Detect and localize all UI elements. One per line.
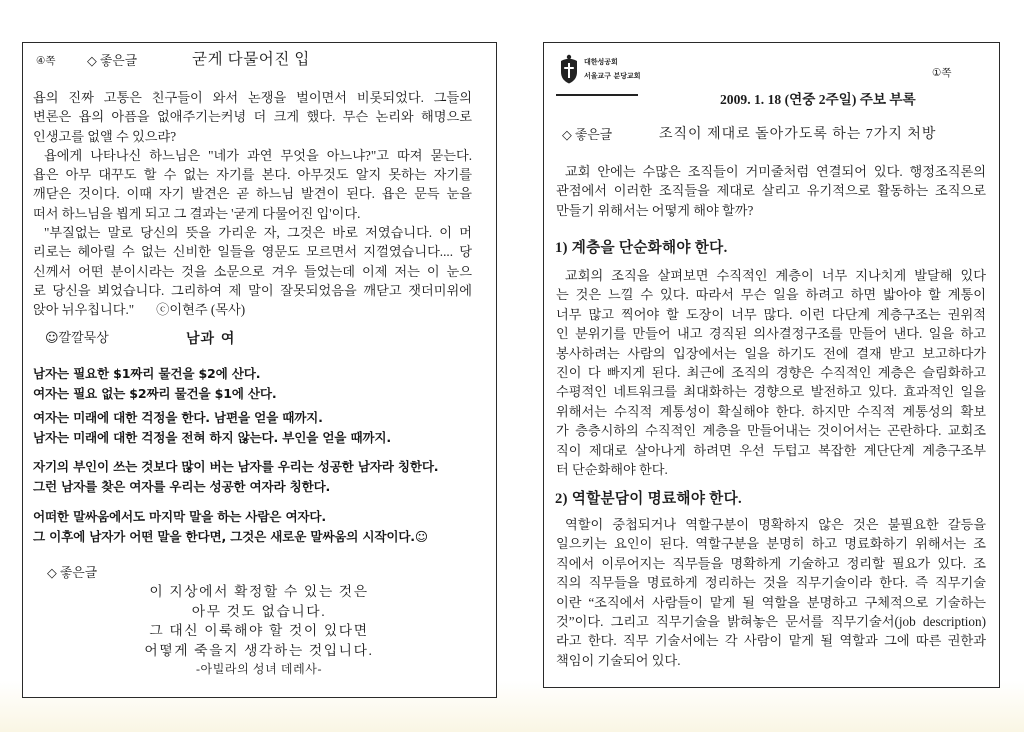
section-heading: 1) 계층을 단순화해야 한다. bbox=[555, 240, 728, 256]
paragraph-line: 욥의 진짜 고통은 친구들이 와서 논쟁을 벌이면서 비롯되었다. 그들의 bbox=[33, 90, 472, 105]
poem-line: 아무 것도 없습니다. bbox=[191, 603, 327, 619]
logo-text: 대한성공회 bbox=[584, 58, 618, 66]
section-heading: 2) 역할분담이 명료해야 한다. bbox=[555, 491, 742, 507]
humor-line: 그 이후에 남자가 어떤 말을 한다면, 그것은 새로운 말싸움의 시작이다.☺ bbox=[33, 529, 428, 544]
paragraph-line: 책임이 기술되어 있다. bbox=[556, 652, 681, 668]
left-page bbox=[22, 42, 497, 698]
paragraph-line bbox=[33, 300, 472, 319]
paragraph-line: 일으키는 요인이 된다. 역할구분을 분명히 하고 명료화하기 위해서는 조 bbox=[556, 536, 986, 552]
article-title: 굳게 다물어진 입 bbox=[192, 51, 310, 68]
paragraph-line: 교회의 조직을 살펴보면 수직적인 계층이 너무 지나치게 발달해 있다 bbox=[565, 268, 986, 283]
logo-underline bbox=[556, 94, 638, 96]
issue-date: 2009. 1. 18 (연중 2주일) 주보 부록 bbox=[720, 92, 916, 107]
humor-stanza bbox=[33, 507, 478, 547]
paragraph-line: 변론은 욥의 아픔을 없애주기는커녕 더 크게 했다. 무슨 논리와 해명으로 bbox=[33, 109, 472, 125]
logo-text: 서울교구 분당교회 bbox=[584, 72, 641, 80]
paragraph-line: 욥에게 나타나신 하느님은 "네가 과연 무엇을 아느냐?"고 따져 묻는다. bbox=[44, 147, 472, 163]
poem-line: 어떻게 죽을지 생각하는 것입니다. bbox=[144, 642, 374, 658]
paragraph-line: 관점에서 이러한 조직들을 제대로 살리고 유기적으로 활동하는 조직으로 bbox=[556, 183, 986, 199]
section-body bbox=[556, 266, 986, 479]
article-title: 조직이 제대로 돌아가도록 하는 7가지 처방 bbox=[659, 127, 937, 142]
paragraph-line: 떠서 하느님을 뵙게 되고 그 결과는 '굳게 다물어진 입'이다. bbox=[33, 205, 361, 221]
paragraph-line: 위해서는 수직적 계통성이 확실해야 한다. 하지만 수직적 계통성의 확보 bbox=[556, 403, 986, 419]
humor-title: 남과 여 bbox=[186, 331, 236, 347]
paragraph-line: 만들기 위해서는 어떻게 해야 할까? bbox=[556, 202, 754, 218]
paragraph-line: 직의 직무들을 명료하게 정리하는 것을 직무기술이라 한다. 즉 직무기술 bbox=[556, 575, 986, 591]
paragraph-line: 욥은 아무 대꾸도 할 수 없는 자기를 본다. 아무것도 알지 못하는 자기를 bbox=[33, 167, 472, 183]
paragraph-line: 직이 제대로 살아나게 하려면 우선 두텁고 복잡한 계단단계 계층구조부 bbox=[556, 442, 986, 458]
humor-line: 그런 남자를 찾은 여자를 우리는 성공한 여자라 칭한다. bbox=[33, 479, 331, 494]
humor-stanza bbox=[33, 457, 478, 497]
paragraph-line: 진이 다 빠지게 된다. 최근에 조직의 경향은 수직적인 계층은 슬림화하고 bbox=[556, 364, 986, 380]
humor-line: 여자는 필요 없는 $2짜리 물건을 $1에 산다. bbox=[33, 386, 277, 401]
paragraph-line: 로 당신을 뵈었습니다. 그리하여 제 말이 잘못되었음을 깨닫고 잿더미위에 bbox=[33, 282, 472, 298]
humor-line: 남자는 미래에 대한 걱정을 전혀 하지 않는다. 부인을 얻을 때까지. bbox=[33, 430, 391, 445]
paragraph-line-text: 앉아 뉘우칩니다." bbox=[33, 302, 135, 318]
page-number: ①쪽 bbox=[932, 67, 952, 79]
paragraph-line: "부질없는 말로 당신의 뜻을 가리운 자, 그것은 바로 저였습니다. 이 머 bbox=[44, 225, 472, 241]
paragraph-line: 터 단순화해야 한다. bbox=[556, 461, 668, 477]
article-credit: ⓒ이현주 (목사) bbox=[156, 302, 246, 318]
paragraph-line: 인생고를 없앨 수 있으랴? bbox=[33, 128, 177, 144]
poem-author: -아빌라의 성녀 데레사- bbox=[195, 662, 323, 676]
humor-section-label: ☺깔깔묵상 bbox=[45, 331, 109, 346]
paragraph-line: 가 층층시하의 수직적인 계층을 만들어내는 것이어서는 곤란하다. 교회조 bbox=[556, 423, 986, 439]
paragraph-line: 깨닫은 것이다. 이때 자기 발견은 곧 하느님 발견이 된다. 욥은 문득 눈을 bbox=[33, 186, 472, 202]
paragraph-line: 라고 한다. 직무 기술서에는 각 사람이 맡게 될 역할과 그에 따른 권한과 bbox=[556, 633, 986, 649]
humor-line: 남자는 필요한 $1짜리 물건을 $2에 산다. bbox=[33, 366, 261, 381]
paragraph-line: 는 것은 느낄 수 있다. 따라서 무슨 일을 하려고 하면 밟아야 할 계통이 bbox=[556, 287, 986, 303]
humor-line: 여자는 미래에 대한 걱정을 한다. 남편을 얻을 때까지. bbox=[33, 410, 323, 425]
right-page bbox=[543, 42, 1000, 688]
humor-stanza bbox=[33, 364, 478, 404]
paragraph-line: 이란 “조직에서 사람들이 맡게 될 역할을 분명하고 구체적으로 기술하는 bbox=[556, 594, 986, 610]
section-label: ◇ 좋은글 bbox=[87, 54, 138, 68]
paragraph-line: 교회 안에는 수많은 조직들이 거미줄처럼 연결되어 있다. 행정조직론의 bbox=[565, 164, 986, 179]
poem-line: 이 지상에서 확정할 수 있는 것은 bbox=[149, 584, 369, 599]
article-body bbox=[33, 88, 472, 320]
paragraph-line: 너무 많고 찍어야 할 도장이 너무 많다. 이런 다단계 계층구조는 권위적 bbox=[556, 306, 986, 322]
section-body bbox=[556, 515, 986, 670]
paragraph-line: 리로는 헤아릴 수 없는 신비한 일들을 영문도 모르면서 지껄였습니다.... 당 bbox=[33, 244, 472, 260]
humor-line: 자기의 부인이 쓰는 것보다 많이 버는 남자를 우리는 성공한 남자라 칭한다. bbox=[33, 459, 439, 474]
paragraph-line: 것”이다. 그리고 직무기술을 밝혀놓은 문서를 직무기술서(job description) bbox=[556, 613, 986, 629]
quote-section-label: ◇ 좋은글 bbox=[47, 566, 98, 580]
section-label: ◇ 좋은글 bbox=[562, 128, 613, 142]
quote-poem bbox=[23, 582, 495, 680]
church-shield-icon bbox=[559, 54, 579, 84]
paragraph-line: 수평적인 네트워크를 최대화하는 경향으로 발전하고 있다. 효과적인 일을 bbox=[556, 384, 986, 400]
article-intro bbox=[556, 162, 986, 220]
paragraph-line: 직에서 이루어지는 직무들을 명확하게 기술하고 정리할 필요가 있다. 조 bbox=[556, 555, 986, 571]
humor-stanza bbox=[33, 408, 478, 448]
poem-line: 그 대신 이룩해야 할 것이 있다면 bbox=[149, 623, 369, 638]
paragraph-line: 인 분위기를 만들어 내고 경직된 의사결정구조를 만들어 낸다. 일을 하고 bbox=[556, 326, 986, 342]
paragraph-line: 역할이 중첩되거나 역할구분이 명확하지 않은 것은 불필요한 갈등을 bbox=[565, 517, 986, 532]
paragraph-line: 신께서 어떤 분이시라는 것을 소문으로 겨우 들었는데 이제 저는 이 눈으 bbox=[33, 263, 472, 279]
page-number: ④쪽 bbox=[36, 55, 56, 67]
paragraph-line: 봉사하려는 사람의 입장에서는 일을 하기도 전에 결재 받고 보고하다가 bbox=[556, 345, 986, 361]
humor-line: 어떠한 말싸움에서도 마지막 말을 하는 사람은 여자다. bbox=[33, 509, 326, 524]
